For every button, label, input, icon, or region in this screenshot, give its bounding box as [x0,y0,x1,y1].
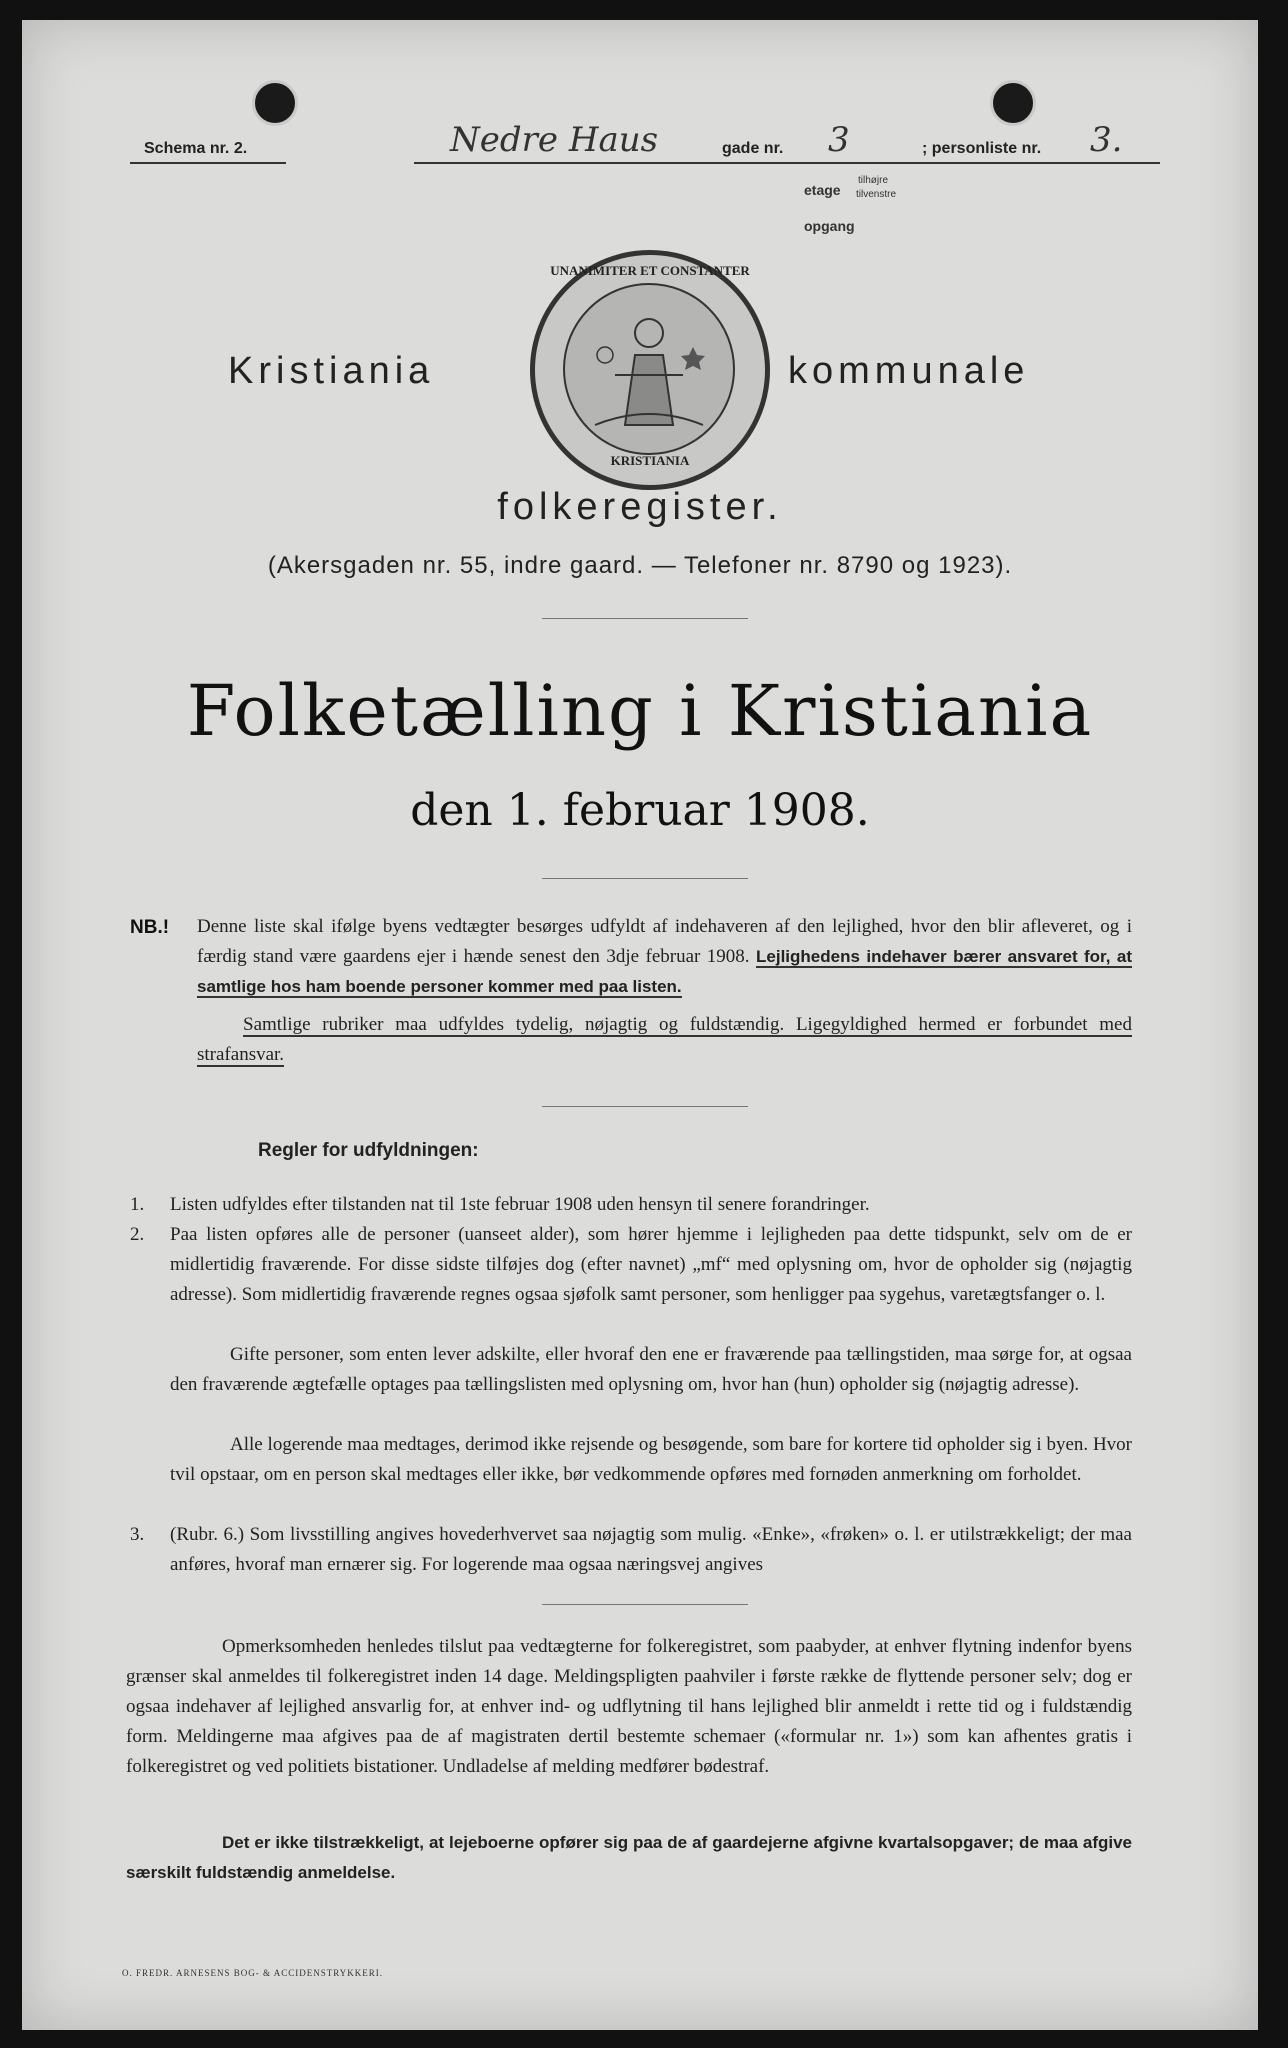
rules-heading: Regler for udfyldningen: [258,1140,479,1161]
nb-label: NB.! [130,917,170,938]
notice-paragraph-2: Det er ikke tilstrækkeligt, at lejeboerne opfører sig paa de af gaardejerne afgivne kvartalsopgaver; de maa afgive særskilt fuldstændig anmeldelse. [126,1833,1132,1882]
rule-1-text: Listen udfyldes efter tilstanden nat til 1ste februar 1908 uden hensyn til senere forandringer. [170,1194,870,1215]
city-seal-emblem [530,250,770,490]
census-title: Folketælling i Kristiania [186,670,1094,752]
tilhoire-label: tilhøjre [858,175,889,186]
nb-bold-1: Lejlighedens indehaver bærer ansvaret for, at samtlige hos ham boende personer kommer med paa listen. [197,947,1132,996]
office-right: kommunale [788,350,1030,392]
nb-text-2: Samtlige rubriker maa udfyldes tydelig, nøjagtig og fuldstændig. Ligegyldighed hermed er forbundet med strafansvar. [197,1014,1132,1065]
divider-4 [542,1604,748,1605]
seal-ring-top: UNANIMITER ET CONSTANTER [550,263,750,278]
street-name-handwritten: Nedre Haus [450,120,659,160]
rule-2b-text: Gifte personer, som enten lever adskilte, eller hvoraf den ene er fraværende paa tællingstiden, maa sørge for, at ogsaa den fraværende ægtefælle optages paa tællingslisten med oplysning om, hvor han (hun) opholder sig (nøjagtig adresse). [170,1344,1132,1395]
notice-paragraph-1: Opmerksomheden henledes tilslut paa vedtægterne for folkeregistret, som paabyder, at enhver flytning indenfor byens grænser skal anmeldes til folkeregistret inden 14 dage. Meldingspligten paahviler i første række de flyttende personer selv; dog er ogsaa indehaver af lejlighed ansvarlig for, at enhver ind- og udflytning til hans lejlighed blir anmeldt i rette tid og i fuldstændig form. Meldingerne maa afgives paa de af magistraten dertil bestemte schemaer («formular nr. 1») som kan afhentes gratis i folkeregistret og ved politiets bistationer. Undladelse af melding medfører bødestraf. [126,1636,1132,1777]
rule-1-number: 1. [130,1194,145,1215]
office-address: (Akersgaden nr. 55, indre gaard. — Telefoner nr. 8790 og 1923). [267,552,1013,579]
census-form-page [22,20,1258,2030]
rule-2-text: Paa listen opføres alle de personer (uanseet alder), som hører hjemme i lejligheden paa dette tidspunkt, selv om de er midlertidig fraværende. For disse sidste tilføjes dog (efter navnet) „mf“ med oplysning om, hvor de opholder sig (nøjagtig adresse). Som midlertidig fraværende regnes ogsaa sjøfolk samt personer, som henligger paa sygehus, varetægtsfanger o. l. [170,1224,1132,1305]
rule-2c-text: Alle logerende maa medtages, derimod ikke rejsende og besøgende, som bare for kortere tid opholder sig i byen. Hvor tvil opstaar, om en person skal medtages eller ikke, bør vedkommende opføres med fornøden anmerkning om forholdet. [170,1434,1132,1485]
printer-footer: O. FREDR. ARNESENS BOG- & ACCIDENSTRYKKERI. [122,1968,384,1978]
divider-2 [542,878,748,879]
census-date: den 1. februar 1908. [410,785,870,836]
schema-underline [130,162,286,164]
rule-2-number: 2. [130,1224,145,1245]
personliste-label: ; personliste nr. [922,140,1042,157]
nb-text-1: Denne liste skal ifølge byens vedtægter besørges udfyldt af indehaveren af den lejlighed, hvor den blir afleveret, og i færdig stand være gaardens ejer i hænde senest den 3dje februar 1908. [197,916,1132,967]
seal-figure [563,283,735,455]
tilvenstre-label: tilvenstre [856,189,897,200]
office-center: folkeregister. [497,486,783,528]
punch-hole-left [252,80,298,126]
personliste-number-handwritten: 3. [1090,120,1123,160]
office-left: Kristiania [228,350,435,392]
nb-paragraph-1 [197,912,1132,1002]
rule-3-number: 3. [130,1524,145,1545]
street-underline [414,162,1160,164]
gade-label: gade nr. [722,140,784,157]
seal-ring-bottom: KRISTIANIA [610,453,690,468]
gade-number-handwritten: 3 [828,120,850,160]
schema-label: Schema nr. 2. [144,140,248,157]
opgang-label: opgang [804,218,855,234]
seal-saint-icon [565,285,733,453]
etage-label: etage [804,182,841,198]
divider-1 [542,618,748,619]
punch-hole-right [990,80,1036,126]
rule-3-text: (Rubr. 6.) Som livsstilling angives hovederhvervet saa nøjagtig som mulig. «Enke», «frøken» o. l. er utilstrækkeligt; der maa anføres, hvoraf man ernærer sig. For logerende maa ogsaa næringsvej angives [170,1524,1132,1575]
nb-paragraph-2 [197,1010,1132,1070]
divider-3 [542,1106,748,1107]
